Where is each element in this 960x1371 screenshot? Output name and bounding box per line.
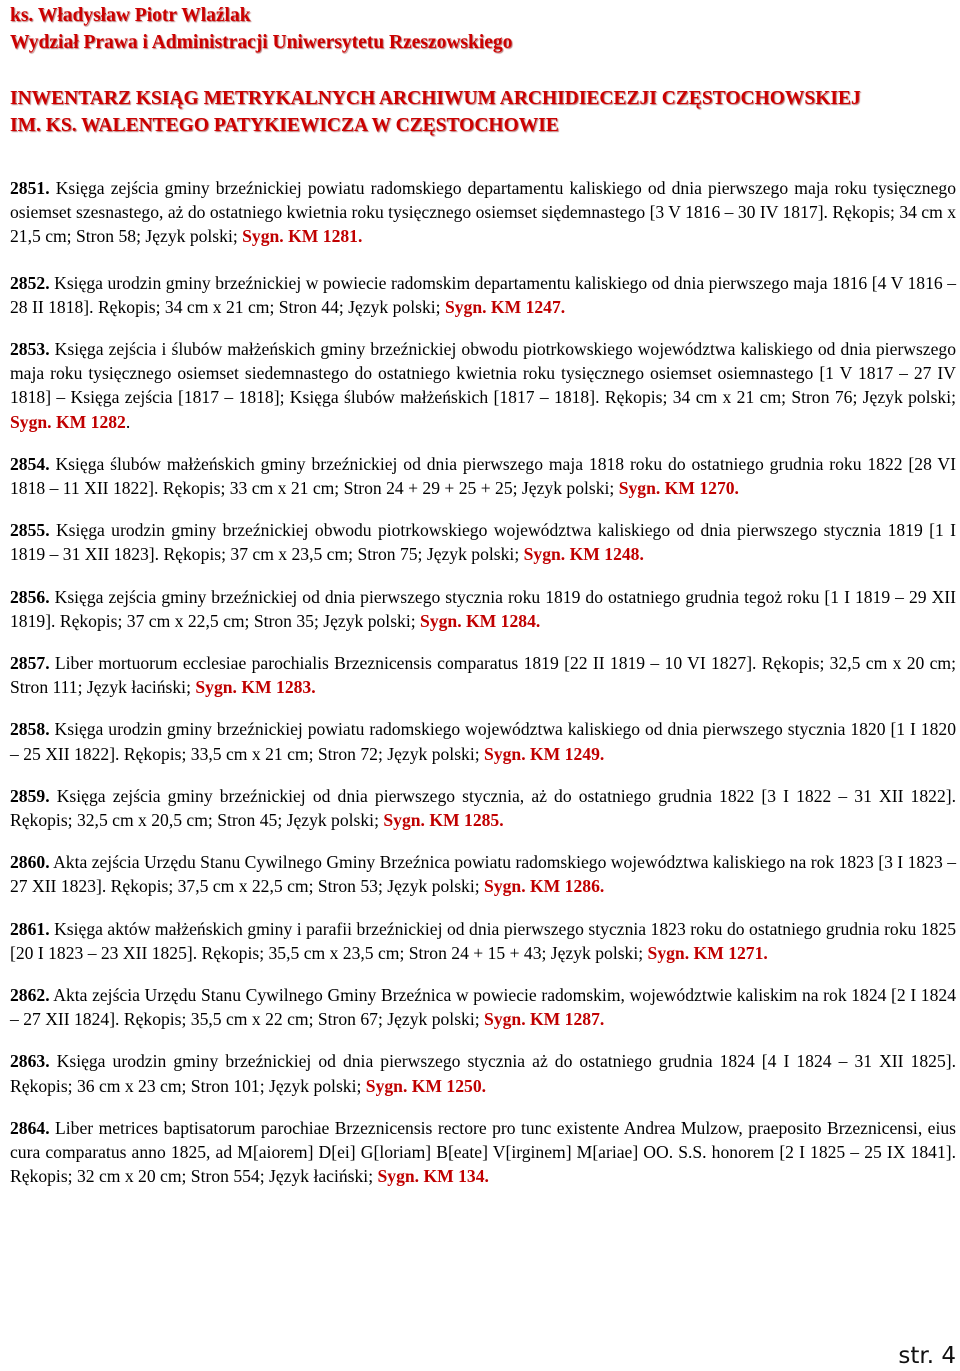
list-item	[10, 518, 956, 566]
entry-text: Księga aktów małżeńskich gminy i parafii brzeźnickiej od dnia pierwszego stycznia 1823 roku do ostatniego grudnia roku 1825 [20 I 1823 – 23 XII 1825]. Rękopis; 35,5 cm x 23,5 cm; Stron 24 + 15 + 43; Język polski;	[10, 918, 956, 963]
list-item	[10, 337, 956, 434]
entry-signature: Sygn. KM 1249.	[484, 743, 605, 764]
list-item	[10, 452, 956, 500]
entry-number: 2853.	[10, 339, 50, 360]
entry-text: Akta zejścia Urzędu Stanu Cywilnego Gminy Brzeźnica w powiecie radomskim, województwie kaliskim na rok 1824 [2 I 1824 – 27 XII 1824]. Rękopis; 35,5 cm x 22 cm; Stron 67; Język polski;	[10, 985, 956, 1030]
list-item	[10, 917, 956, 965]
entry-signature: Sygn. KM 1270.	[618, 478, 739, 499]
entry-text: Akta zejścia Urzędu Stanu Cywilnego Gminy Brzeźnica powiatu radomskiego województwa kaliskiego na rok 1823 [3 I 1823 – 27 XII 1823]. Rękopis; 37,5 cm x 22,5 cm; Stron 53; Język polski;	[10, 852, 956, 897]
entry-signature: Sygn. KM 1284.	[420, 610, 541, 631]
entry-number: 2855.	[10, 520, 50, 541]
entry-signature: Sygn. KM 1248.	[523, 544, 644, 565]
entry-text: Księga ślubów małżeńskich gminy brzeźnickiej od dnia pierwszego maja 1818 roku do ostatniego grudnia roku 1822 [28 VI 1818 – 11 XII 1822]. Rękopis; 33 cm x 21 cm; Stron 24 + 29 + 25 + 25; Język polski;	[10, 453, 956, 499]
entry-signature: Sygn. KM 134.	[377, 1166, 489, 1187]
entry-number: 2861.	[10, 918, 50, 939]
entry-text: Księga urodzin gminy brzeźnickiej obwodu piotrkowskiego województwa kaliskiego od dnia pierwszego stycznia 1819 [1 I 1819 – 31 XII 1823]. Rękopis; 37 cm x 23,5 cm; Stron 75; Język polski;	[10, 520, 956, 565]
list-item	[10, 651, 956, 699]
entry-text: Księga urodzin gminy brzeźnickiej w powiecie radomskim departamentu kaliskiego od dnia pierwszego maja 1816 [4 V 1816 – 28 II 1818]. Rękopis; 34 cm x 21 cm; Stron 44; Język polski;	[10, 272, 956, 317]
list-item	[10, 585, 956, 633]
entry-signature: Sygn. KM 1286.	[484, 876, 605, 897]
entry-signature: Sygn. KM 1250.	[365, 1075, 487, 1096]
list-item	[10, 1049, 956, 1097]
faculty-line: Wydział Prawa i Administracji Uniwersytetu Rzeszowskiego	[10, 32, 513, 53]
entry-number: 2851.	[10, 178, 50, 198]
list-item	[10, 850, 956, 898]
entry-text: Księga zejścia gminy brzeźnickiej od dnia pierwszego stycznia roku 1819 do ostatniego grudnia tegoż roku [1 I 1819 – 29 XII 1819]. Rękopis; 37 cm x 22,5 cm; Stron 35; Język polski;	[10, 586, 956, 631]
list-item	[10, 1116, 956, 1189]
entry-number: 2854.	[10, 453, 50, 474]
entry-number: 2857.	[10, 653, 50, 674]
entry-suffix: .	[125, 411, 131, 432]
list-item	[10, 271, 956, 319]
entry-text: Księga zejścia i ślubów małżeńskich gminy brzeźnickiej obwodu piotrkowskiego województwa kaliskiego od dnia pierwszego maja roku tysięcznego osiemset siedemnastego do ostatniego kwietnia roku tysięcznego osiemset osiemnastego [1 V 1817 – 27 IV 1818] – Księga zejścia [1817 – 1818]; Księga ślubów małżeńskich [1817 – 1818]. Rękopis; 34 cm x 21 cm; Stron 76; Język polski;	[10, 339, 956, 408]
entry-text: Księga zejścia gminy brzeźnickiej powiatu radomskiego departamentu kaliskiego od dnia pierwszego maja roku tysięcznego osiemset szesnastego, aż do ostatniego kwietnia roku tysięcznego osiemset siędemnastego [3 V 1816 – 30 IV 1817]. Rękopis; 34 cm x 21,5 cm; Stron 58; Język polski;	[10, 178, 956, 247]
entry-signature: Sygn. KM 1283.	[195, 677, 316, 698]
entry-text: Liber metrices baptisatorum parochiae Brzeznicensis rectore pro tunc existente Andrea Mulzow, praeposito Brzeznicensi, eius cura comparatus anno 1825, ad M[aiorem] D[ei] G[loriam] B[eate] V[irginem] M[ariae] OO. S.S. honorem [2 I 1825 – 25 IX 1841]. Rękopis; 32 cm x 20 cm; Stron 554; Język łaciński;	[10, 1117, 956, 1187]
entry-text: Liber mortuorum ecclesiae parochialis Brzeznicensis comparatus 1819 [22 II 1819 – 10 VI 1827]. Rękopis; 32,5 cm x 20 cm; Stron 111; Język łaciński;	[10, 653, 956, 698]
list-item	[10, 717, 956, 765]
entry-number: 2856.	[10, 586, 50, 607]
entry-number: 2852.	[10, 272, 50, 293]
entry-number: 2858.	[10, 719, 50, 740]
entry-signature: Sygn. KM 1282	[10, 411, 126, 432]
list-item	[10, 784, 956, 832]
entry-number: 2862.	[10, 985, 50, 1006]
document-header	[10, 2, 950, 139]
inventory-title-line-1: INWENTARZ KSIĄG METRYKALNYCH ARCHIWUM ARCHIDIECEZJI CZĘSTOCHOWSKIEJ	[10, 88, 861, 109]
entry-text: Księga urodzin gminy brzeźnickiej od dnia pierwszego stycznia aż do ostatniego grudnia 1824 [4 I 1824 – 31 XII 1825]. Rękopis; 36 cm x 23 cm; Stron 101; Język polski;	[10, 1051, 956, 1096]
list-item	[10, 983, 956, 1031]
entry-text: Księga urodzin gminy brzeźnickiej powiatu radomskiego województwa kaliskiego od dnia pierwszego stycznia 1820 [1 I 1820 – 25 XII 1822]. Rękopis; 33,5 cm x 21 cm; Stron 72; Język polski;	[10, 719, 956, 764]
entry-number: 2864.	[10, 1117, 50, 1138]
page-number: str. 4	[898, 1343, 956, 1369]
entry-number: 2860.	[10, 852, 50, 873]
entry-signature: Sygn. KM 1285.	[383, 810, 504, 831]
entry-signature: Sygn. KM 1247.	[444, 296, 566, 317]
entry-signature: Sygn. KM 1281.	[242, 226, 363, 247]
author-line: ks. Władysław Piotr Wlaźlak	[10, 5, 251, 26]
list-item	[10, 176, 956, 249]
inventory-title-line-2: IM. KS. WALENTEGO PATYKIEWICZA W CZĘSTOCHOWIE	[10, 115, 559, 136]
entry-number: 2863.	[10, 1051, 50, 1072]
entry-text: Księga zejścia gminy brzeźnickiej od dnia pierwszego stycznia, aż do ostatniego grudnia 1822 [3 I 1822 – 31 XII 1822]. Rękopis; 32,5 cm x 20,5 cm; Stron 45; Język polski;	[10, 785, 957, 831]
entry-signature: Sygn. KM 1287.	[484, 1009, 605, 1030]
entries-list	[10, 176, 956, 1207]
entry-number: 2859.	[10, 785, 50, 806]
entry-signature: Sygn. KM 1271.	[647, 942, 768, 963]
